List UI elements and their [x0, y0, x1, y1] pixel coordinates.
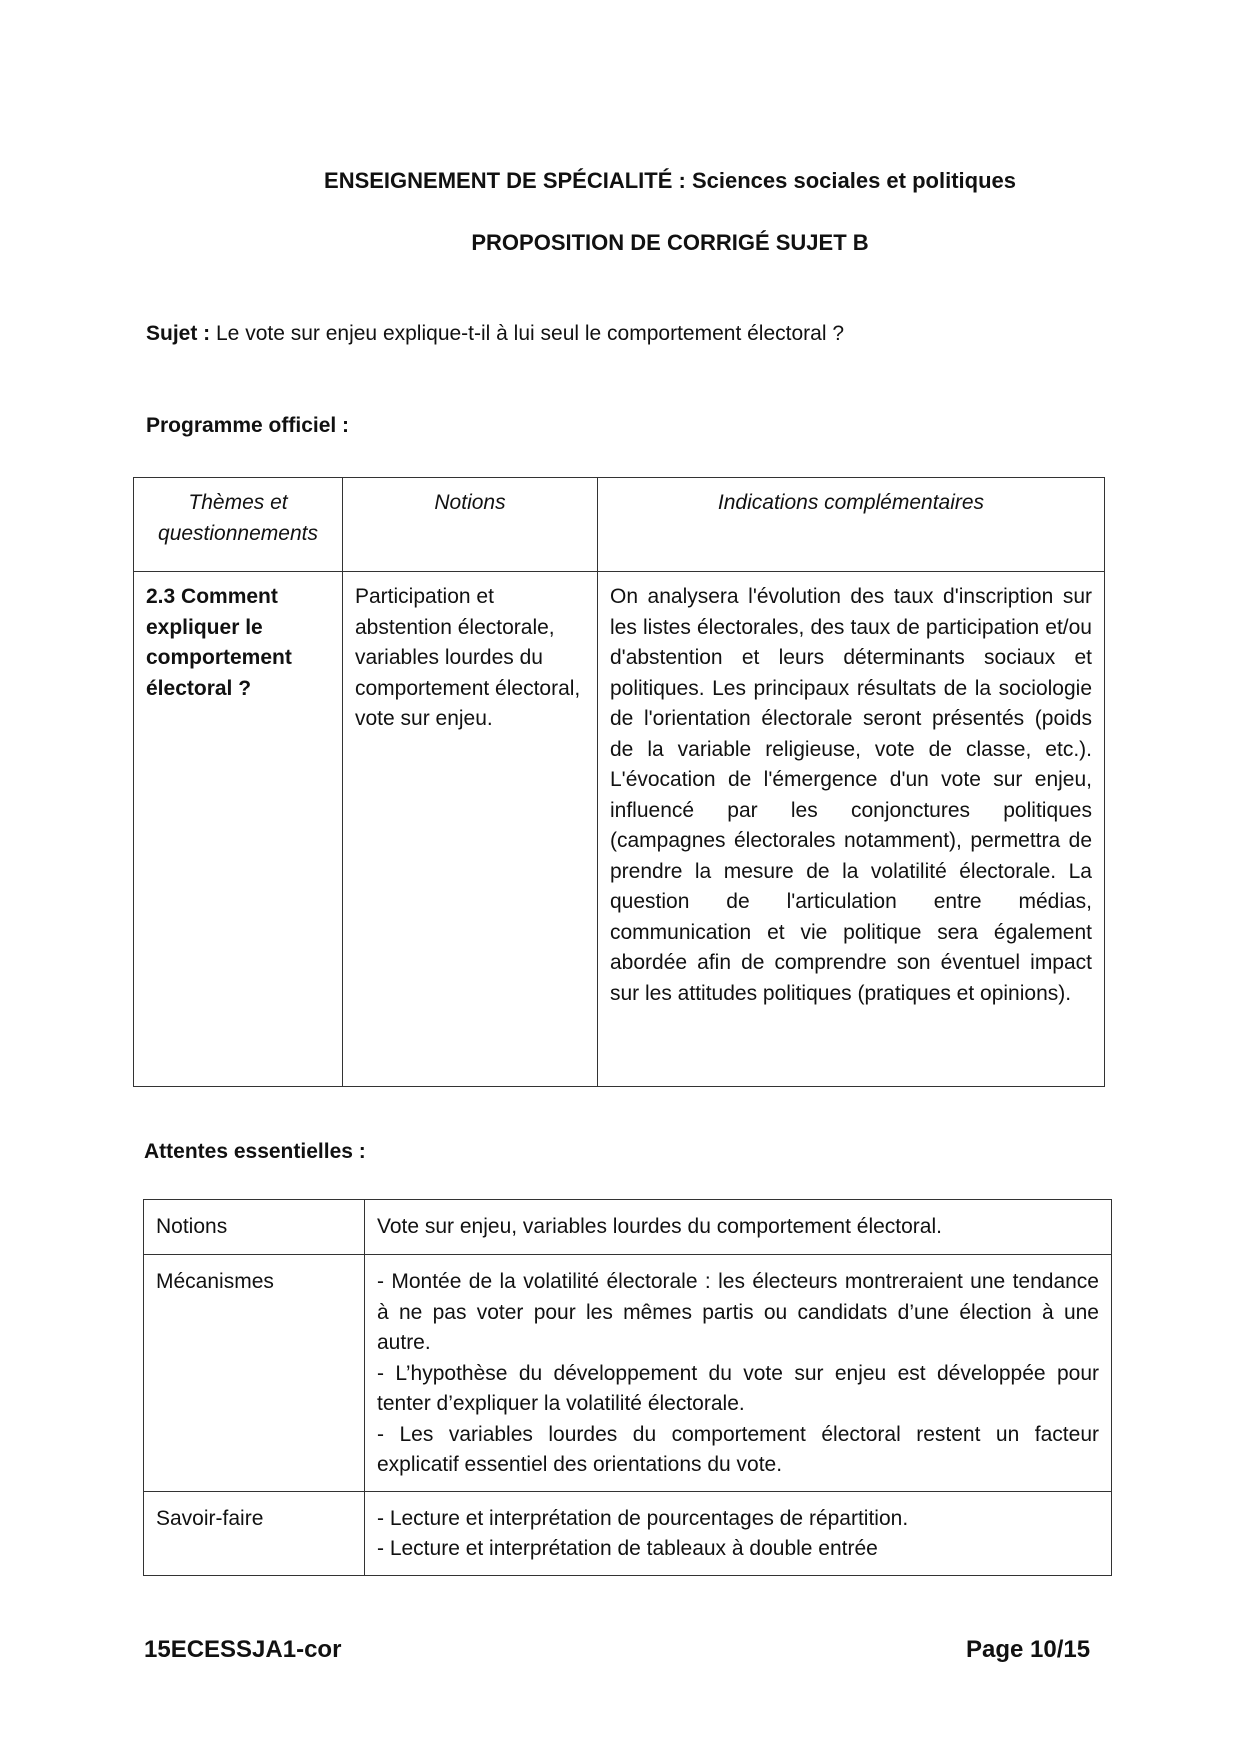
programme-table	[133, 477, 1105, 1087]
attentes-table	[143, 1199, 1112, 1576]
row-line: - L’hypothèse du développement du vote sur enjeu est développée pour tenter d’expliquer la volatilité électorale.	[377, 1361, 1099, 1415]
row-line: - Lecture et interprétation de pourcentages de répartition.	[377, 1506, 909, 1530]
column-header-themes: Thèmes et questionnements	[134, 478, 343, 572]
cell-notions: Participation et abstention électorale, variables lourdes du comportement électoral, vote sur enjeu.	[343, 572, 598, 1087]
cell-theme: 2.3 Comment expliquer le comportement électoral ?	[134, 572, 343, 1087]
page-number: Page 10/15	[966, 1636, 1091, 1663]
row-line: - Montée de la volatilité électorale : les électeurs montreraient une tendance à ne pas voter pour les mêmes partis ou candidats d’une élection à une autre.	[377, 1270, 1099, 1354]
programme-heading: Programme officiel :	[146, 414, 350, 437]
attentes-heading: Attentes essentielles :	[144, 1140, 366, 1163]
row-content	[365, 1491, 1112, 1575]
row-label: Savoir-faire	[144, 1491, 365, 1575]
row-content	[365, 1255, 1112, 1492]
column-header-indications: Indications complémentaires	[598, 478, 1105, 572]
subject-text: Le vote sur enjeu explique-t-il à lui seul le comportement électoral ?	[210, 322, 845, 345]
row-label: Mécanismes	[144, 1255, 365, 1492]
page-subtitle: PROPOSITION DE CORRIGÉ SUJET B	[471, 230, 869, 255]
table-row	[144, 1200, 1112, 1255]
table-row	[144, 1491, 1112, 1575]
row-line: - Les variables lourdes du comportement électoral restent un facteur explicatif essentiel des orientations du vote.	[377, 1422, 1099, 1476]
document-code: 15ECESSJA1-cor	[144, 1636, 342, 1663]
page-title: ENSEIGNEMENT DE SPÉCIALITÉ : Sciences sociales et politiques	[324, 168, 1016, 193]
subject-label: Sujet :	[146, 322, 211, 345]
row-content	[365, 1200, 1112, 1255]
table-row	[144, 1255, 1112, 1492]
row-line: - Lecture et interprétation de tableaux à double entrée	[377, 1537, 878, 1560]
table-header-row	[134, 478, 1105, 572]
subject-line	[146, 322, 844, 346]
column-header-notions: Notions	[343, 478, 598, 572]
table-row	[134, 572, 1105, 1087]
row-line: Vote sur enjeu, variables lourdes du comportement électoral.	[377, 1215, 942, 1238]
cell-indications: On analysera l'évolution des taux d'inscription sur les listes électorales, des taux de participation et/ou d'abstention et leurs déterminants sociaux et politiques. Les principaux résultats de la sociologie de l'orientation électorale seront présentés (poids de la variable religieuse, vote de classe, etc.). L'évocation de l'émergence d'un vote sur enjeu, influencé par les conjonctures politiques (campagnes électorales notamment), permettra de prendre la mesure de la volatilité électorale. La question de l'articulation entre médias, communication et vie politique sera également abordée afin de comprendre son éventuel impact sur les attitudes politiques (pratiques et opinions).	[598, 572, 1105, 1087]
row-label: Notions	[144, 1200, 365, 1255]
